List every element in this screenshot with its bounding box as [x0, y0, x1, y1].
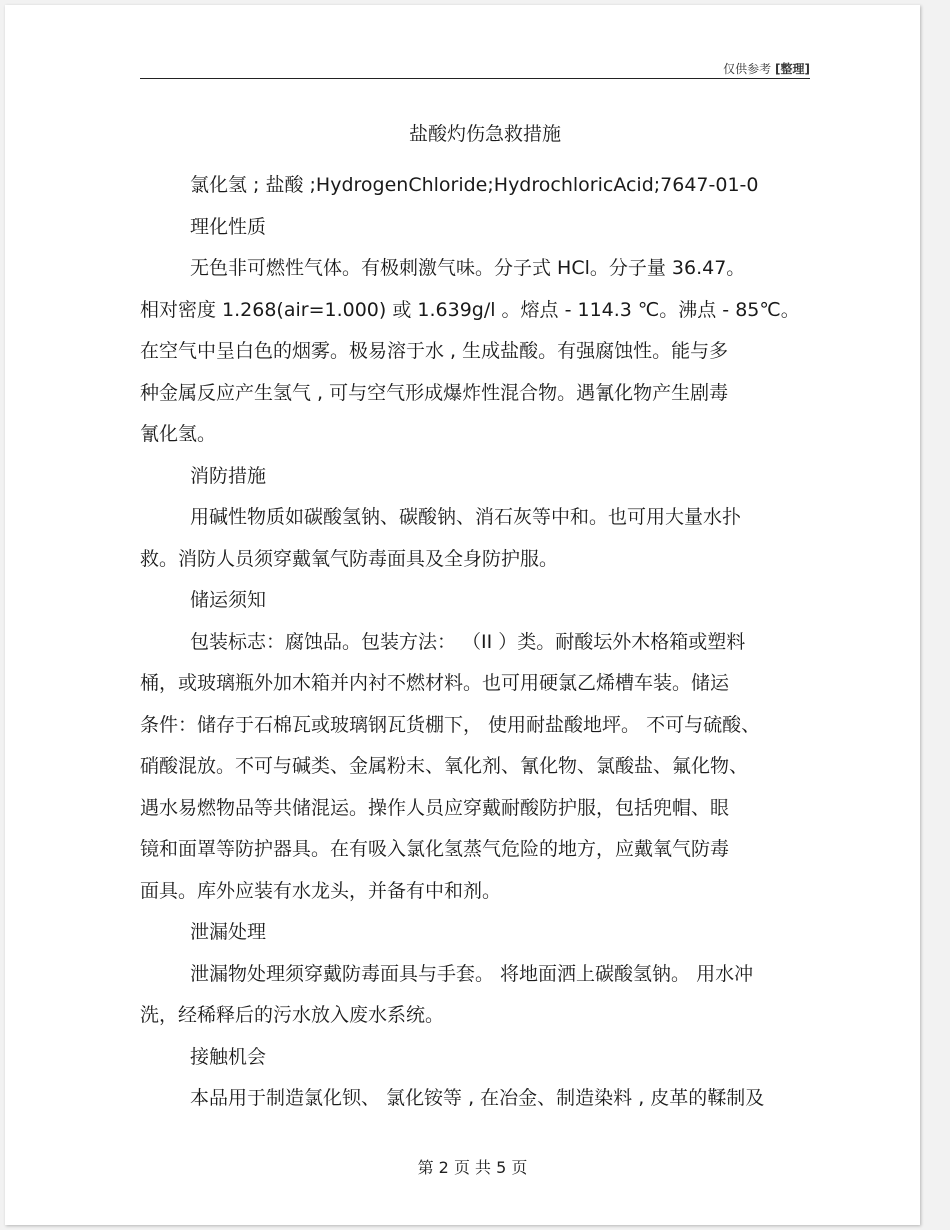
paragraph-line: 泄漏物处理须穿戴防毒面具与手套。 将地面洒上碳酸氢钠。 用水冲	[190, 962, 754, 985]
names-line: 氯化氢 ; 盐酸 ;HydrogenChloride;HydrochloricAcid;7647-01-0	[190, 174, 759, 196]
paragraph-line: 氰化氢。	[140, 423, 217, 445]
paragraph-line: 洗，经稀释后的污水放入废水系统。	[140, 1004, 445, 1026]
paragraph-line: 本品用于制造氯化钡、 氯化铵等 , 在冶金、制造染料 , 皮革的鞣制及	[190, 1087, 765, 1109]
paragraph-line: 包装标志：腐蚀品。包装方法： （II ）类。耐酸坛外木格箱或塑料	[190, 630, 746, 653]
paragraph-line: 条件：储存于石棉瓦或玻璃钢瓦货棚下， 使用耐盐酸地坪。 不可与硫酸、	[140, 713, 761, 736]
paragraph-line: 种金属反应产生氢气 , 可与空气形成爆炸性混合物。遇氰化物产生剧毒	[140, 381, 729, 404]
paragraph-line: 救。消防人员须穿戴氧气防毒面具及全身防护服。	[140, 547, 559, 570]
paragraph-line: 在空气中呈白色的烟雾。极易溶于水 , 生成盐酸。有强腐蚀性。能与多	[140, 340, 729, 362]
document-body	[140, 117, 810, 1120]
section-heading: 消防措施	[190, 464, 267, 487]
header-rule	[140, 78, 810, 79]
paragraph-line: 无色非可燃性气体。有极刺激气味。分子式 HCl。分子量 36.47。	[190, 257, 746, 279]
paragraph-line: 相对密度 1.268(air=1.000) 或 1.639g/l 。熔点 - 114.3 ℃。沸点 - 85℃。	[140, 298, 800, 321]
header-note-text: 仅供参考	[723, 62, 772, 76]
page-number: 第 2 页 共 5 页	[417, 1158, 528, 1177]
document-title: 盐酸灼伤急救措施	[408, 123, 561, 145]
paragraph-line: 镜和面罩等防护器具。在有吸入氯化氢蒸气危险的地方，应戴氧气防毒	[140, 838, 730, 860]
header-tag: [整理]	[775, 62, 810, 76]
paragraph-line: 硝酸混放。不可与碱类、金属粉末、氧化剂、氰化物、氯酸盐、氟化物、	[140, 755, 749, 777]
paragraph-line: 用碱性物质如碳酸氢钠、碳酸钠、消石灰等中和。也可用大量水扑	[190, 506, 742, 528]
section-heading: 理化性质	[190, 215, 267, 238]
paragraph-line: 面具。库外应装有水龙头，并备有中和剂。	[140, 879, 502, 902]
paragraph-line: 桶，或玻璃瓶外加木箱并内衬不燃材料。也可用硬氯乙烯槽车装。储运	[140, 672, 730, 694]
section-heading: 泄漏处理	[190, 921, 267, 943]
header-note	[723, 60, 810, 77]
section-heading: 储运须知	[190, 589, 267, 611]
paragraph-line: 遇水易燃物品等共储混运。操作人员应穿戴耐酸防护服，包括兜帽、眼	[140, 796, 730, 819]
document-page	[5, 5, 920, 1225]
section-heading: 接触机会	[190, 1045, 267, 1068]
